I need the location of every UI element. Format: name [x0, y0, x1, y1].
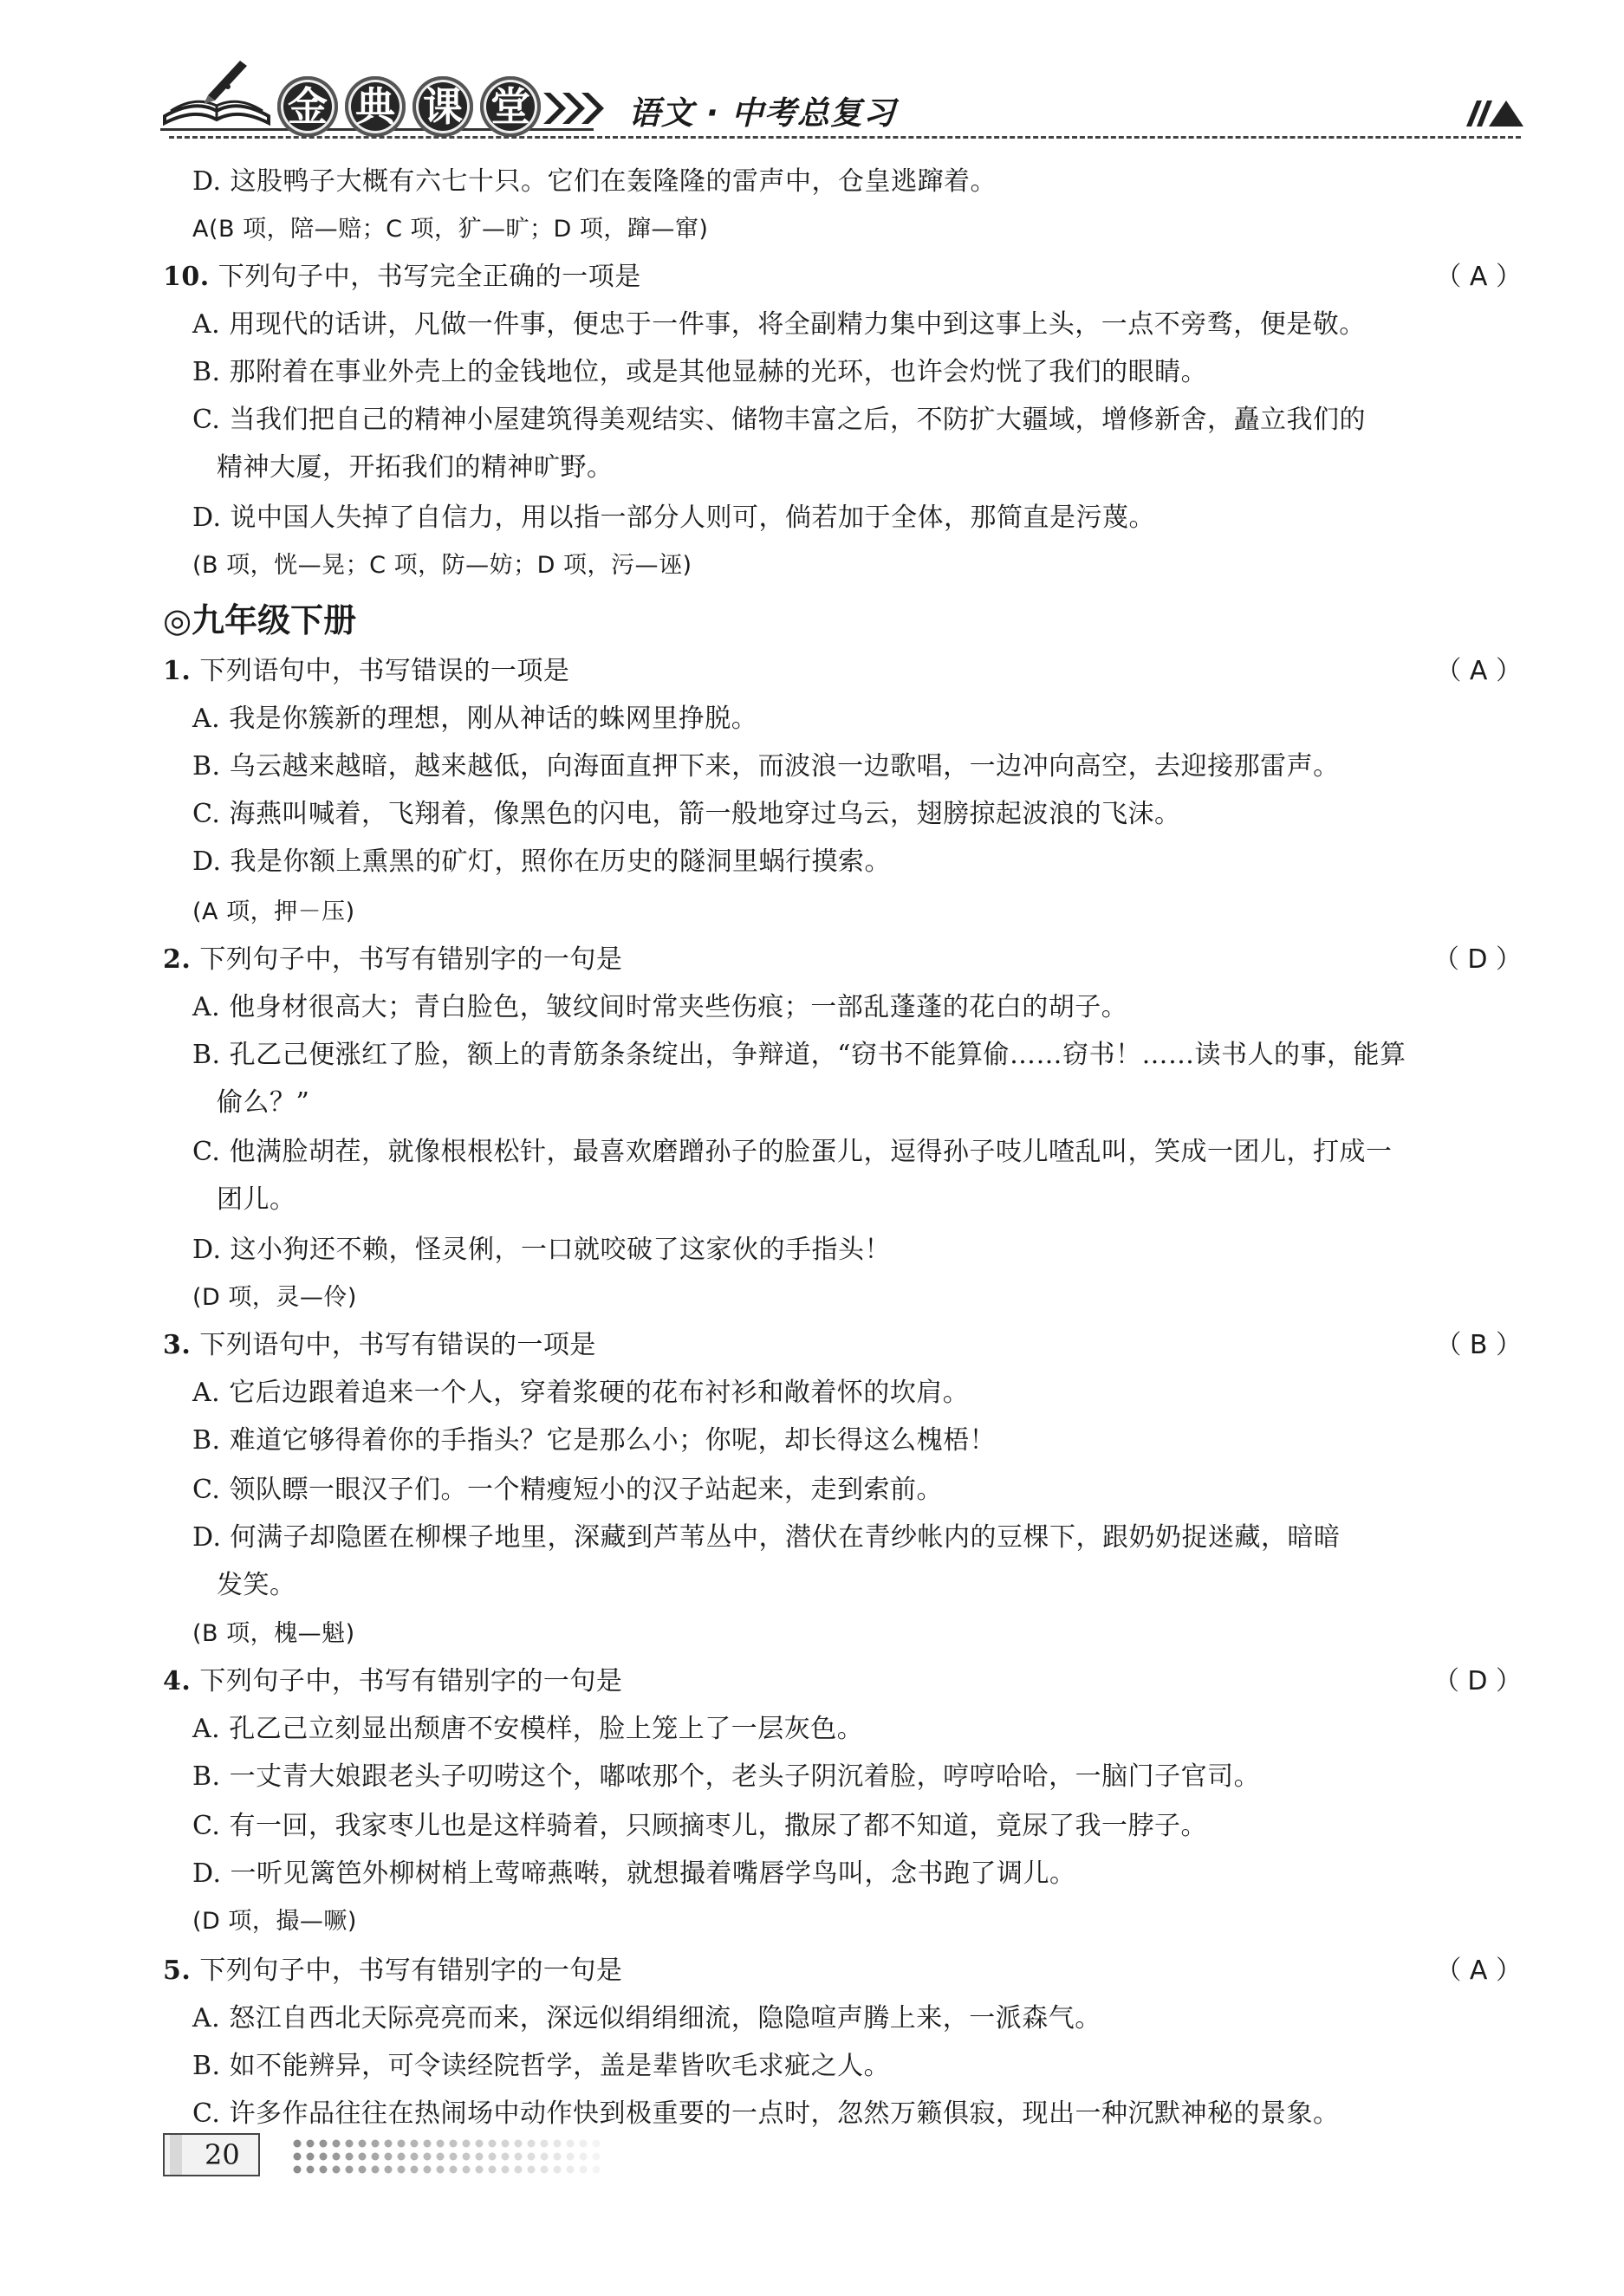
option-a: A. 用现代的话讲，凡做一件事，便忠于一件事，将全副精力集中到这事上头，一点不旁骛，便是敬。 — [192, 309, 1366, 340]
decorative-dot-pattern — [290, 2137, 620, 2178]
question-number: 5. — [163, 1955, 192, 1986]
answer-bracket: （ A ） — [1435, 656, 1522, 686]
question-number: 3. — [163, 1330, 192, 1360]
question-stem: 下列句子中，书写有错别字的一句是 — [199, 1666, 623, 1696]
question-number: 10. — [163, 262, 210, 292]
option-c: C. 领队瞟一眼汉子们。一个精瘦短小的汉子站起来，走到索前。 — [192, 1475, 943, 1505]
answer-explanation: (D 项，灵—伶) — [192, 1284, 357, 1311]
question-4 — [163, 1664, 622, 1699]
option-a: A. 怒江自西北天际亮亮而来，深远似绢绢细流，隐隐喧声腾上来，一派森气。 — [192, 2003, 1101, 2033]
option-c: C. 海燕叫喊着，飞翔着，像黑色的闪电，箭一般地穿过乌云，翅膀掠起波浪的飞沫。 — [192, 799, 1181, 829]
option-b: B. 孔乙己便涨红了脸，额上的青筋条条绽出，争辩道，“窃书不能算偷……窃书！……读书人的事，能算 — [192, 1040, 1406, 1070]
option-c: C. 有一回，我家枣儿也是这样骑着，只顾摘枣儿，撒尿了都不知道，竟尿了我一脖子。 — [192, 1811, 1207, 1841]
question-number: 2. — [163, 944, 192, 975]
answer-bracket: （ A ） — [1435, 1955, 1522, 1986]
option-c: C. 许多作品往往在热闹场中动作快到极重要的一点时，忽然万籁俱寂，现出一种沉默神秘的景象。 — [192, 2098, 1340, 2129]
answer-bracket: （ A ） — [1435, 262, 1522, 292]
question-stem: 下列句子中，书写完全正确的一项是 — [218, 262, 641, 292]
answer-bracket: （ D ） — [1432, 1666, 1522, 1696]
option-d: D. 这小狗还不赖，怪灵俐，一口就咬破了这家伙的手指头！ — [192, 1235, 892, 1265]
option-c-continued: 精神大厦，开拓我们的精神旷野。 — [217, 452, 614, 483]
series-title-char: 课 — [412, 76, 473, 137]
question-number: 4. — [163, 1666, 192, 1696]
series-title-char: 金 — [277, 76, 338, 137]
question-10 — [163, 260, 641, 295]
question-stem: 下列语句中，书写有错误的一项是 — [199, 1330, 596, 1360]
option-d: D. 我是你额上熏黑的矿灯，照你在历史的隧洞里蜗行摸索。 — [192, 846, 892, 877]
answer-explanation: (B 项，恍—晃；C 项，防—妨；D 项，污—诬) — [192, 552, 692, 579]
option-d: D. 何满子却隐匿在柳棵子地里，深藏到芦苇丛中，潜伏在青纱帐内的豆棵下，跟奶奶捉迷藏，暗暗 — [192, 1522, 1341, 1553]
question-2 — [163, 943, 622, 977]
question-1 — [163, 654, 569, 689]
question-stem: 下列语句中，书写错误的一项是 — [199, 656, 570, 686]
page-tab-marker — [170, 2135, 182, 2175]
option-b: B. 那附着在事业外壳上的金钱地位，或是其他显赫的光环，也许会灼恍了我们的眼睛。 — [192, 357, 1208, 387]
answer-explanation: (D 项，撮—噘) — [192, 1908, 357, 1935]
page-number-box — [163, 2133, 260, 2176]
option-d-continued: 发笑。 — [217, 1570, 296, 1600]
answer-explanation: A(B 项，陪—赔；C 项，犷—旷；D 项，蹿—窜) — [192, 216, 709, 243]
option-b: B. 乌云越来越暗，越来越低，向海面直押下来，而波浪一边歌唱，一边冲向高空，去迎接那雷声。 — [192, 751, 1340, 782]
option-c: C. 他满脸胡茬，就像根根松针，最喜欢磨蹭孙子的脸蛋儿，逗得孙子吱儿喳乱叫，笑成一团儿，打成一 — [192, 1137, 1393, 1167]
question-stem: 下列句子中，书写有错别字的一句是 — [199, 1955, 623, 1986]
option-b: B. 如不能辨异，可令读经院哲学，盖是辈皆吹毛求疵之人。 — [192, 2051, 891, 2081]
option-a: A. 孔乙己立刻显出颓唐不安模样，脸上笼上了一层灰色。 — [192, 1714, 864, 1744]
option-d: D. 说中国人失掉了自信力，用以指一部分人则可，倘若加于全体，那简直是污蔑。 — [192, 503, 1156, 533]
series-title-char: 典 — [345, 76, 406, 137]
question-number: 1. — [163, 656, 192, 686]
question-5 — [163, 1954, 622, 1988]
option-a: A. 他身材很高大；青白脸色，皱纹间时常夹些伤痕；一部乱蓬蓬的花白的胡子。 — [192, 992, 1128, 1022]
option-c: C. 当我们把自己的精神小屋建筑得美观结实、储物丰富之后，不防扩大疆域，增修新舍，矗立我们的 — [192, 405, 1366, 435]
question-3 — [163, 1328, 596, 1363]
subject-title: 语文 · 中考总复习 — [628, 94, 896, 132]
option-b-continued: 偷么？” — [217, 1087, 310, 1118]
answer-explanation: (A 项，押－压) — [192, 898, 355, 925]
option-a: A. 它后边跟着追来一个人，穿着浆硬的花布衬衫和敞着怀的坎肩。 — [192, 1378, 970, 1408]
option-d: D. 这股鸭子大概有六七十只。它们在轰隆隆的雷声中，仓皇逃蹿着。 — [192, 166, 997, 197]
question-stem: 下列句子中，书写有错别字的一句是 — [199, 944, 623, 975]
answer-explanation: (B 项，槐—魁) — [192, 1620, 355, 1647]
option-b: B. 难道它够得着你的手指头？它是那么小；你呢，却长得这么槐梧！ — [192, 1425, 997, 1456]
option-b: B. 一丈青大娘跟老头子叨唠这个，嘟哝那个，老头子阴沉着脸，哼哼哈哈，一脑门子官司。 — [192, 1761, 1261, 1792]
option-d: D. 一听见篱笆外柳树梢上莺啼燕啭，就想撮着嘴唇学鸟叫，念书跑了调儿。 — [192, 1858, 1076, 1889]
option-c-continued: 团儿。 — [217, 1184, 296, 1215]
answer-bracket: （ D ） — [1432, 944, 1522, 975]
series-title-char: 堂 — [480, 76, 541, 137]
section-heading: ◎九年级下册 — [163, 601, 357, 639]
answer-bracket: （ B ） — [1435, 1330, 1522, 1360]
option-a: A. 我是你簇新的理想，刚从神话的蛛网里挣脱。 — [192, 704, 758, 734]
page-number: 20 — [205, 2138, 240, 2171]
